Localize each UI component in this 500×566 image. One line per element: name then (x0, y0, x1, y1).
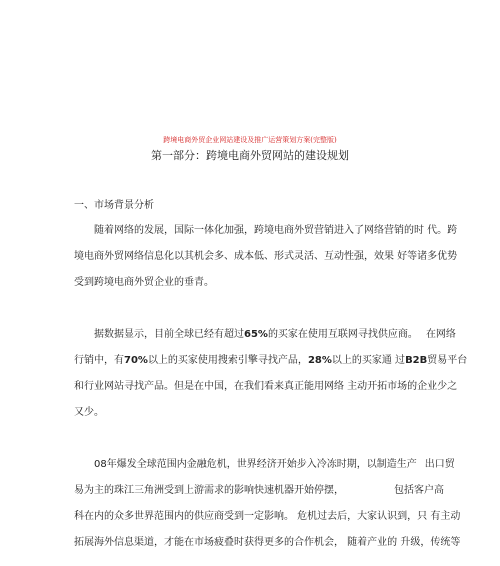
paragraph-line: 和行业网站寻找产品。但是在中国，在我们看来真正能用网络 主动开拓市场的企业少之 (74, 381, 458, 392)
text-fragment: 在网络 (425, 329, 456, 340)
statistic-value: 65% (244, 329, 268, 340)
paragraph-line: 境电商外贸网络信息化以其机会多、成本低、形式灵活、互动性强，效果 好等诸多优势 (74, 251, 458, 262)
paragraph-data-statistics (74, 322, 468, 426)
b2b-term: B2B (405, 355, 428, 366)
paragraph-line (74, 452, 455, 478)
text-fragment: 行销中，有 (74, 355, 124, 366)
text-fragment: 的买家在使用互联网寻找供应商。 (267, 329, 418, 340)
paragraph-line: 又少。 (74, 407, 104, 418)
paragraph-line (74, 322, 456, 348)
text-fragment: 易为主的珠江三角洲受到上游需求的影响快速机器开始停摆， (74, 485, 344, 496)
text-fragment: 贸易平台 (427, 355, 468, 366)
text-fragment: 出口贸 (424, 459, 455, 470)
section-heading: 一、市场背景分析 (74, 200, 154, 211)
paragraph-line: 科在内的众多世界范围内的供应商受到一定影响。 危机过去后，大家认识到，只 有主动 (74, 511, 461, 522)
text-fragment: 包括客户高 (394, 485, 444, 496)
paragraph-line: 随着网络的发展，国际一体化加强，跨境电商外贸营销进入了网络营销的时 代。跨 (94, 225, 458, 236)
statistic-value: 28% (307, 355, 332, 366)
document-title: 跨境电商外贸企业网站建设及推广运营策划方案(完整版) (163, 136, 337, 144)
paragraph-financial-crisis (74, 452, 461, 556)
text-fragment: 以上的买家使用搜索引擎寻找产品， (147, 355, 308, 366)
year-value: 08 (94, 459, 107, 470)
paragraph-line: 受到跨境电商外贸企业的垂青。 (74, 277, 214, 288)
text-fragment: 据数据显示，目前全球已经有超过 (94, 329, 244, 340)
text-fragment: 年爆发全球范围内金融危机，世界经济开始步入冷冻时期，以制造生产 (106, 459, 417, 470)
paragraph-market-background (74, 218, 458, 296)
paragraph-line (74, 478, 444, 504)
statistic-value: 70% (124, 355, 148, 366)
paragraph-line (74, 348, 468, 374)
paragraph-line: 拓展海外信息渠道，才能在市场疲叠时获得更多的合作机会， 随着产业的 升级，传统等 (74, 537, 461, 548)
text-fragment: 以上的买家通 过 (331, 355, 406, 366)
part-title: 第一部分：跨境电商外贸网站的建设规划 (151, 149, 349, 162)
